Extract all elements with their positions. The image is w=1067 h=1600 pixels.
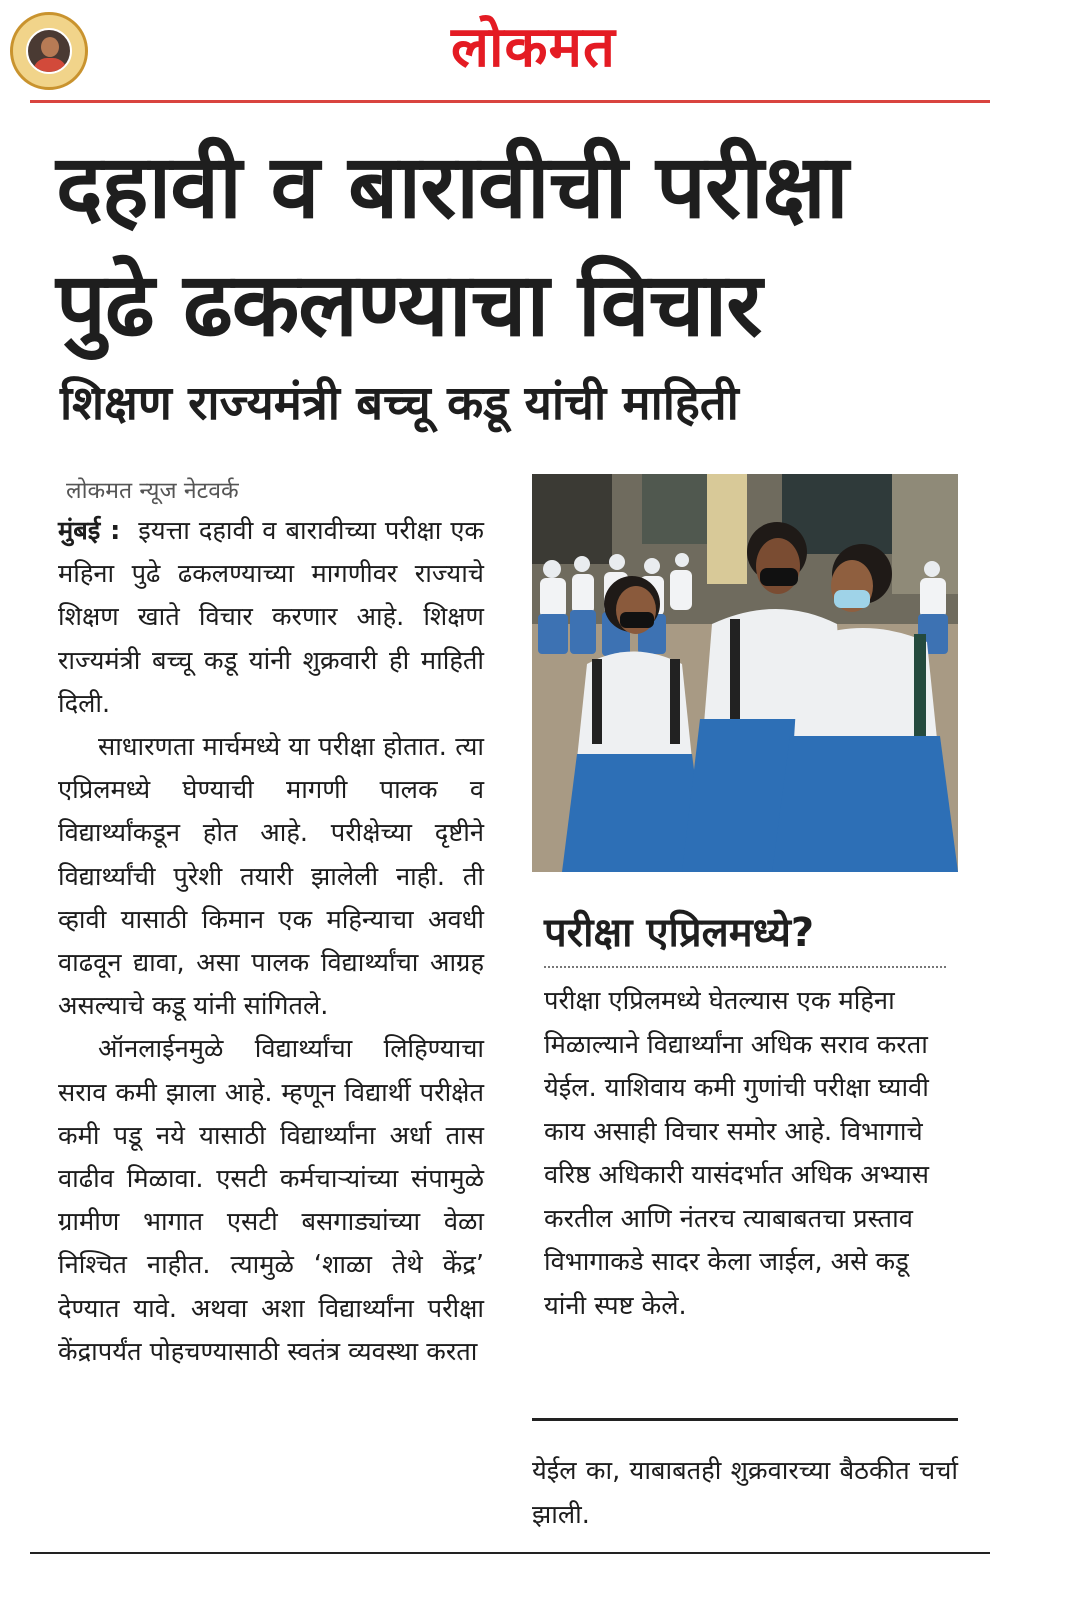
students-photo — [532, 474, 958, 872]
sidebar-title: परीक्षा एप्रिलमध्ये? — [544, 910, 815, 956]
article-paragraph-3: ऑनलाईनमुळे विद्यार्थ्यांचा लिहिण्याचा सराव कमी झाला आहे. म्हणून विद्यार्थी परीक्षेत कमी पडू नये यासाठी विद्यार्थ्यांना अर्धा तास वाढीव मिळावा. एसटी कर्मचाऱ्यांच्या संपामुळे ग्रामीण भागात एसटी बसगाड्यांच्या वेळा निश्चित नाहीत. त्यामुळे ‘शाळा तेथे केंद्र’ देण्यात यावे. अथवा अशा विद्यार्थ्यांना परीक्षा केंद्रापर्यंत पोहचण्यासाठी स्वतंत्र व्यवस्था करता — [58, 1034, 484, 1367]
sidebar-dotted-divider — [544, 966, 946, 968]
byline: लोकमत न्यूज नेटवर्क — [66, 478, 239, 504]
headline-line-1: दहावी व बारावीची परीक्षा — [56, 135, 848, 238]
sidebar-body: परीक्षा एप्रिलमध्ये घेतल्यास एक महिना मिळाल्याने विद्यार्थ्यांना अधिक सराव करता येईल. याशिवाय कमी गुणांची परीक्षा घ्यावी काय असाही विचार समोर आहे. विभागाचे वरिष्ठ अधिकारी यासंदर्भात अधिक अभ्यास करतील आणि नंतरच त्याबाबतचा प्रस्ताव विभागाकडे सादर केला जाईल, असे कडू यांनी स्पष्ट केले. — [544, 986, 929, 1321]
article-headline — [56, 128, 1016, 364]
article-continuation: येईल का, याबाबतही शुक्रवारच्या बैठकीत चर्चा झाली. — [532, 1456, 958, 1530]
masthead-divider — [30, 100, 990, 103]
dateline: मुंबई : — [58, 516, 121, 546]
sidebar-bottom-divider — [532, 1418, 958, 1421]
newspaper-masthead: लोकमत — [451, 14, 616, 80]
article-paragraph-1 — [58, 510, 484, 726]
page-bottom-rule — [30, 1552, 990, 1554]
paragraph-1-text: इयत्ता दहावी व बारावीच्या परीक्षा एक महिना पुढे ढकलण्याच्या मागणीवर राज्याचे शिक्षण खाते विचार करणार आहे. शिक्षण राज्यमंत्री बच्चू कडू यांनी शुक्रवारी ही माहिती दिली. — [58, 516, 485, 719]
article-paragraph-2: साधारणता मार्चमध्ये या परीक्षा होतात. त्या एप्रिलमध्ये घेण्याची मागणी पालक व विद्यार्थ्यांकडून होत आहे. परीक्षेच्या दृष्टीने विद्यार्थ्यांची पुरेशी तयारी झालेली नाही. ती व्हावी यासाठी किमान एक महिन्याचा अवधी वाढवून द्यावा, असा पालक विद्यार्थ्यांचा आग्रह असल्याचे कडू यांनी सांगितले. — [58, 732, 484, 1022]
headline-line-2: पुढे ढकलण्याचा विचार — [56, 253, 762, 356]
article-body-column — [58, 510, 484, 1374]
article-subheadline: शिक्षण राज्यमंत्री बच्चू कडू यांची माहिती — [60, 376, 739, 431]
